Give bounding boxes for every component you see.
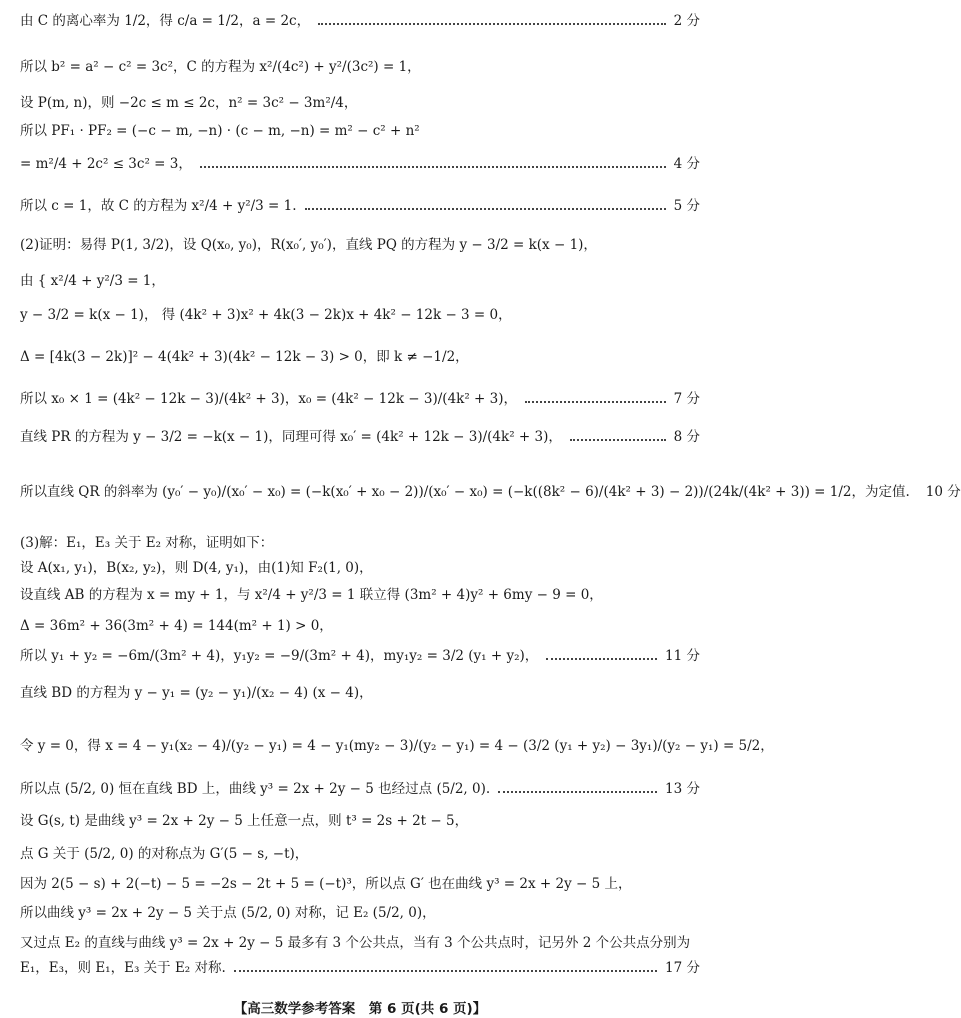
score-label: 11 分 — [665, 648, 700, 664]
solution-text: E₁，E₃，则 E₁，E₃ 关于 E₂ 对称. — [20, 960, 226, 976]
score-label: 13 分 — [665, 781, 700, 797]
solution-line — [20, 273, 700, 289]
solution-text: 令 y = 0，得 x = 4 − y₁(x₂ − 4)/(y₂ − y₁) = 4 − y₁(my₂ − 3)/(y₂ − y₁) = 4 − (3/2 (y₁ + y₂) − 3y₁)/(y₂ − y₁) = 5/2， — [20, 738, 774, 754]
solution-line — [20, 560, 700, 576]
solution-text: 直线 BD 的方程为 y − y₁ = (y₂ − y₁)/(x₂ − 4) (x − 4)， — [20, 685, 373, 701]
score-label: 4 分 — [673, 156, 700, 172]
solution-text: 所以 x₀ × 1 = (4k² − 12k − 3)/(4k² + 3)，x₀ = (4k² − 12k − 3)/(4k² + 3)， — [20, 391, 518, 407]
solution-line — [20, 587, 700, 603]
solution-line — [20, 648, 700, 664]
solution-line — [20, 391, 700, 407]
solution-line — [20, 935, 700, 951]
solution-text: 设 A(x₁, y₁)，B(x₂, y₂)，则 D(4, y₁)，由(1)知 F₂(1, 0)， — [20, 560, 373, 576]
solution-text: 由 C 的离心率为 1/2，得 c/a = 1/2，a = 2c， — [20, 13, 311, 29]
solution-line — [20, 156, 700, 172]
score-label: 8 分 — [673, 429, 700, 445]
solution-line — [20, 307, 700, 323]
solution-line — [20, 618, 700, 634]
solution-text: 所以 c = 1，故 C 的方程为 x²/4 + y²/3 = 1. — [20, 198, 297, 214]
solution-line — [20, 123, 700, 139]
solution-line — [20, 876, 700, 892]
solution-line — [20, 781, 700, 797]
solution-text: 所以 b² = a² − c² = 3c²，C 的方程为 x²/(4c²) + y²/(3c²) = 1， — [20, 59, 421, 75]
score-label: 17 分 — [665, 960, 700, 976]
solution-text: Δ = 36m² + 36(3m² + 4) = 144(m² + 1) > 0， — [20, 618, 333, 634]
solution-text: = m²/4 + 2c² ≤ 3c² = 3， — [20, 156, 192, 172]
leader-dots — [305, 208, 666, 210]
solution-line — [20, 429, 700, 445]
solution-text: 所以 PF₁ · PF₂ = (−c − m, −n) · (c − m, −n) = m² − c² + n² — [20, 123, 420, 139]
solution-text: y − 3/2 = k(x − 1)， 得 (4k² + 3)x² + 4k(3 − 2k)x + 4k² − 12k − 3 = 0， — [20, 307, 512, 323]
solution-text: 设直线 AB 的方程为 x = my + 1，与 x²/4 + y²/3 = 1 联立得 (3m² + 4)y² + 6my − 9 = 0， — [20, 587, 603, 603]
score-label: 10 分 — [925, 484, 961, 500]
solution-text: 由 { x²/4 + y²/3 = 1， — [20, 273, 165, 289]
solution-text: (2)证明：易得 P(1, 3/2)，设 Q(x₀, y₀)，R(x₀′, y₀′)，直线 PQ 的方程为 y − 3/2 = k(x − 1)， — [20, 237, 597, 253]
solution-text: 所以 y₁ + y₂ = −6m/(3m² + 4)，y₁y₂ = −9/(3m² + 4)，my₁y₂ = 3/2 (y₁ + y₂)， — [20, 648, 539, 664]
solution-text: 所以曲线 y³ = 2x + 2y − 5 关于点 (5/2, 0) 对称，记 E₂ (5/2, 0)， — [20, 905, 436, 921]
leader-dots — [318, 23, 666, 25]
leader-dots — [525, 401, 666, 403]
page-footer: 【高三数学参考答案 第 6 页(共 6 页)】 — [233, 1001, 487, 1017]
score-label: 7 分 — [673, 391, 700, 407]
solution-line — [20, 95, 700, 111]
solution-text: 又过点 E₂ 的直线与曲线 y³ = 2x + 2y − 5 最多有 3 个公共点，当有 3 个公共点时，记另外 2 个公共点分别为 — [20, 935, 691, 951]
solution-text: 因为 2(5 − s) + 2(−t) − 5 = −2s − 2t + 5 = (−t)³，所以点 G′ 也在曲线 y³ = 2x + 2y − 5 上， — [20, 876, 632, 892]
solution-text: 点 G 关于 (5/2, 0) 的对称点为 G′(5 − s, −t)， — [20, 846, 309, 862]
solution-text: 所以点 (5/2, 0) 恒在直线 BD 上，曲线 y³ = 2x + 2y − 5 也经过点 (5/2, 0). — [20, 781, 491, 797]
score-label: 2 分 — [673, 13, 700, 29]
solution-line — [20, 535, 700, 551]
solution-line — [20, 905, 700, 921]
solution-line — [20, 59, 700, 75]
solution-text: 设 P(m, n)，则 −2c ≤ m ≤ 2c，n² = 3c² − 3m²/4， — [20, 95, 358, 111]
solution-text: 直线 PR 的方程为 y − 3/2 = −k(x − 1)，同理可得 x₀′ = (4k² + 12k − 3)/(4k² + 3)， — [20, 429, 562, 445]
leader-dots — [546, 658, 657, 660]
solution-line — [20, 484, 961, 500]
solution-text: (3)解：E₁，E₃ 关于 E₂ 对称，证明如下： — [20, 535, 274, 551]
solution-line — [20, 685, 700, 701]
solution-text: 所以直线 QR 的斜率为 (y₀′ − y₀)/(x₀′ − x₀) = (−k(x₀′ + x₀ − 2))/(x₀′ − x₀) = (−k((8k² − 6)/(4k² + 3) − 2))/(24k/(4k² + 3)) = 1/2，为定值. — [20, 484, 910, 500]
solution-line — [20, 237, 700, 253]
leader-dots — [200, 166, 666, 168]
solution-text: 设 G(s, t) 是曲线 y³ = 2x + 2y − 5 上任意一点，则 t³ = 2s + 2t − 5， — [20, 813, 469, 829]
solution-line — [20, 960, 700, 976]
solution-text: Δ = [4k(3 − 2k)]² − 4(4k² + 3)(4k² − 12k − 3) > 0，即 k ≠ −1/2， — [20, 349, 469, 365]
solution-line — [20, 13, 700, 29]
solution-line — [20, 349, 700, 365]
leader-dots — [234, 970, 657, 972]
solution-line — [20, 813, 700, 829]
score-label: 5 分 — [673, 198, 700, 214]
leader-dots — [498, 791, 657, 793]
solution-line — [20, 846, 700, 862]
solution-line — [20, 738, 774, 754]
leader-dots — [570, 439, 666, 441]
solution-line — [20, 198, 700, 214]
